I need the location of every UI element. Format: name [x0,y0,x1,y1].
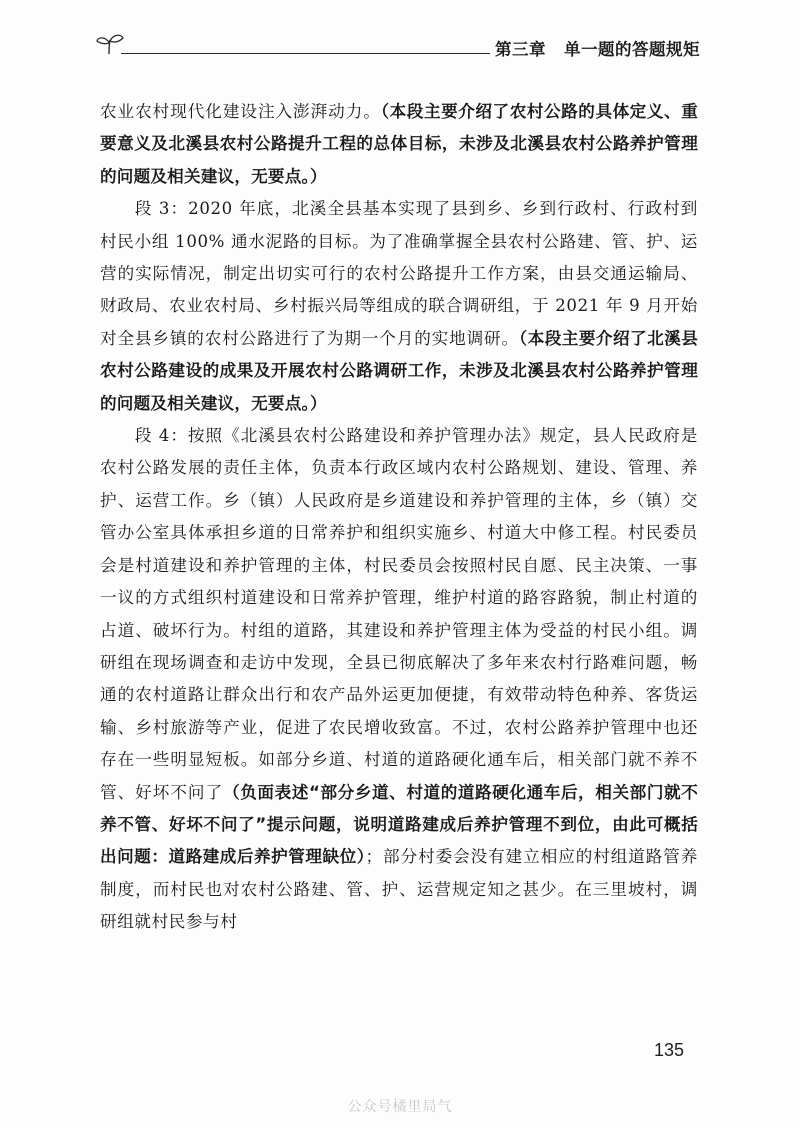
paragraph [100,420,698,939]
paragraph-text: 段 4：按照《北溪县农村公路建设和养护管理办法》规定，县人民政府是农村公路发展的责任主体，负责本行政区域内农村公路规划、建设、管理、养护、运营工作。乡（镇）人民政府是乡道建设和养护管理的主体，乡（镇）交管办公室具体承担乡道的日常养护和组织实施乡、村道大中修工程。村民委员会是村道建设和养护管理的主体，村民委员会按照村民自愿、民主决策、一事一议的方式组织村道建设和日常养护管理，维护村道的路容路貌，制止村道的占道、破坏行为。村组的道路，其建设和养护管理主体为受益的村民小组。调研组在现场调查和走访中发现，全县已彻底解决了多年来农村行路难问题，畅通的农村道路让群众出行和农产品外运更加便捷，有效带动特色种养、客货运输、乡村旅游等产业，促进了农民增收致富。不过，农村公路养护管理中也还存在一些明显短板。如部分乡道、村道的道路硬化通车后，相关部门就不养不管、好坏不问了 [100,426,698,802]
page-number: 135 [653,1040,684,1060]
paragraph-text: 农业农村现代化建设注入澎湃动力。 [100,102,381,121]
analysis-note: （本段主要介绍了北溪县农村公路建设的成果及开展农村公路调研工作，未涉及北溪县农村公路养护管理的问题及相关建议，无要点。） [100,328,698,413]
analysis-note: （负面表述“部分乡道、村道的道路硬化通车后，相关部门就不养不管、好坏不问了”提示问题，说明道路建成后养护管理不到位，由此可概括出问题：道路建成后养护管理缺位） [100,782,698,867]
chapter-label: 第三章 [495,40,546,59]
running-header [95,30,700,64]
paragraph-tail: ；部分村委会没有建立相应的村组道路管养制度，而村民也对农村公路建、管、护、运营规定知之甚少。在三里坡村，调研组就村民参与村 [100,847,699,932]
chapter-title: 单一题的答题规矩 [564,40,700,59]
analysis-note: （本段主要介绍了农村公路的具体定义、重要意义及北溪县农村公路提升工程的总体目标，未涉及北溪县农村公路养护管理的问题及相关建议，无要点。） [100,102,699,186]
watermark: 公众号橘里局气 [347,1099,453,1115]
header-rule [121,53,490,54]
header-title [495,36,700,60]
paragraph [100,193,698,420]
body-text [100,96,698,939]
paragraph-text: 段 3：2020 年底，北溪全县基本实现了县到乡、乡到行政村、行政村到村民小组 100% 通水泥路的目标。为了准确掌握全县农村公路建、管、护、运营的实际情况，制定出切实可行的农村公路提升工作方案，由县交通运输局、财政局、农业农村局、乡村振兴局等组成的联合调研组，于 2021 年 9 月开始对全县乡镇的农村公路进行了为期一个月的实地调研。 [100,199,698,348]
paragraph [100,96,698,193]
